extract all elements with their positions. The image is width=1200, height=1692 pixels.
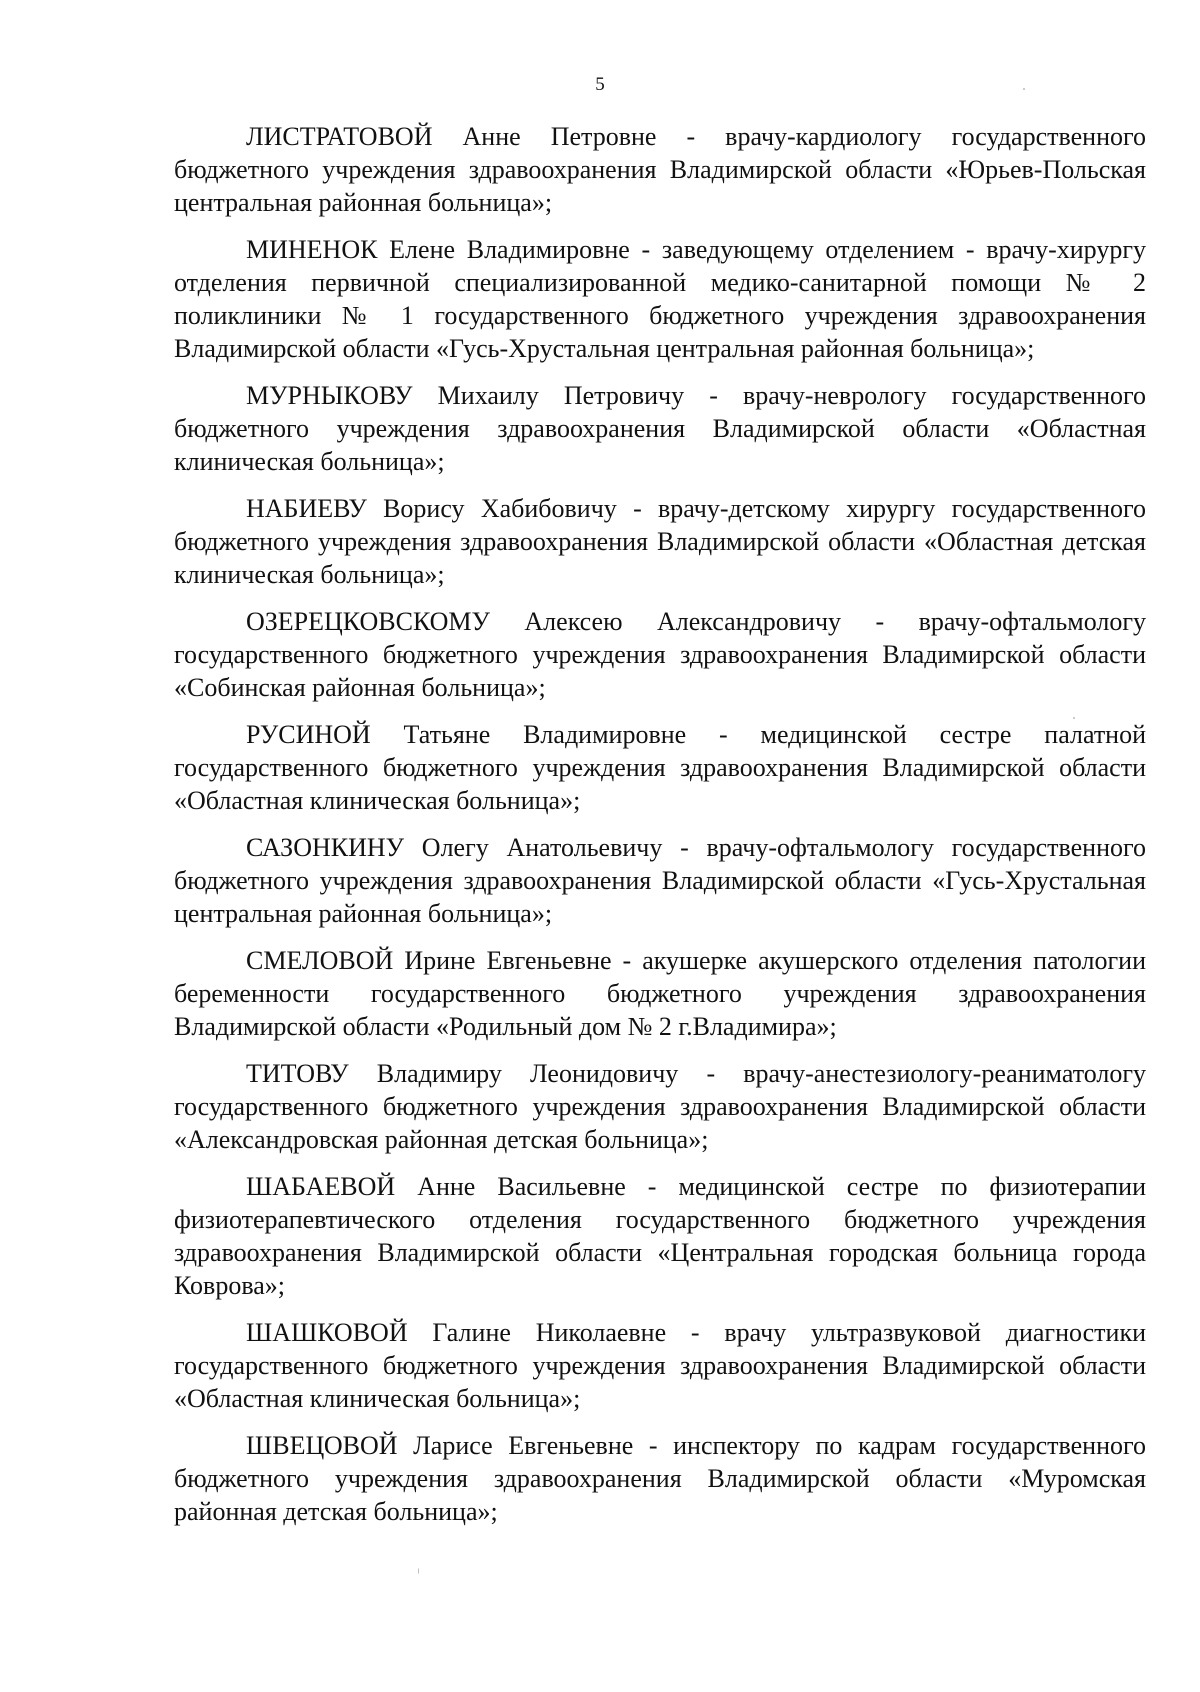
recipient-details: Ирине Евгеньевне - акушерке акушерского отделения патологии беременности государственного бюджетного учреждения здравоохранения Владимирской области «Родильный дом № 2 г.Владимира»; bbox=[174, 946, 1146, 1041]
recipient-surname: ШАБАЕВОЙ bbox=[246, 1172, 396, 1201]
list-item bbox=[174, 944, 1146, 1043]
recipient-surname: МУРНЫКОВУ bbox=[246, 381, 413, 410]
recipient-details: Анне Петровне - врачу-кардиологу государственного бюджетного учреждения здравоохранения Владимирской области «Юрьев-Польская центральная районная больница»; bbox=[174, 122, 1146, 217]
list-item bbox=[174, 718, 1146, 817]
recipient-details: Ларисе Евгеньевне - инспектору по кадрам государственного бюджетного учреждения здравоохранения Владимирской области «Муромская районная детская больница»; bbox=[174, 1431, 1147, 1526]
list-item bbox=[174, 1057, 1146, 1156]
recipient-surname: СМЕЛОВОЙ bbox=[246, 946, 394, 975]
list-item bbox=[174, 492, 1146, 591]
recipient-surname: САЗОНКИНУ bbox=[246, 833, 405, 862]
recipient-details: Татьяне Владимировне - медицинской сестре палатной государственного бюджетного учреждения здравоохранения Владимирской области «Областная клиническая больница»; bbox=[174, 720, 1147, 815]
list-item bbox=[174, 379, 1146, 478]
recipient-surname: МИНЕНОК bbox=[246, 235, 378, 264]
recipient-surname: РУСИНОЙ bbox=[246, 720, 371, 749]
recipient-details: Ворису Хабибовичу - врачу-детскому хирургу государственного бюджетного учреждения здравоохранения Владимирской области «Областная детская клиническая больница»; bbox=[174, 494, 1146, 589]
scan-speck bbox=[1073, 717, 1075, 719]
recipient-surname: ШАШКОВОЙ bbox=[246, 1318, 408, 1347]
page-number: 5 bbox=[595, 74, 605, 95]
recipient-details: Галине Николаевне - врачу ультразвуковой диагностики государственного бюджетного учреждения здравоохранения Владимирской области «Областная клиническая больница»; bbox=[174, 1318, 1146, 1413]
list-item bbox=[174, 1170, 1146, 1302]
scan-speck bbox=[1023, 88, 1025, 90]
recipient-details: Анне Васильевне - медицинской сестре по физиотерапии физиотерапевтического отделения государственного бюджетного учреждения здравоохранения Владимирской области «Центральная городская больница города Коврова»; bbox=[174, 1172, 1146, 1300]
recipient-details: Елене Владимировне - заведующему отделением - врачу-хирургу отделения первичной специализированной медико-санитарной помощи № 2 поликлиники № 1 государственного бюджетного учреждения здравоохранения Владимирской области «Гусь-Хрустальная центральная районная больница»; bbox=[174, 235, 1147, 363]
list-item bbox=[174, 120, 1146, 219]
recipient-details: Владимиру Леонидовичу - врачу-анестезиологу-реаниматологу государственного бюджетного учреждения здравоохранения Владимирской области «Александровская районная детская больница»; bbox=[174, 1059, 1147, 1154]
list-item bbox=[174, 1429, 1146, 1528]
recipient-surname: ОЗЕРЕЦКОВСКОМУ bbox=[246, 607, 490, 636]
scan-speck bbox=[418, 1568, 419, 1574]
list-item bbox=[174, 1316, 1146, 1415]
award-list bbox=[174, 120, 1146, 1542]
recipient-surname: ШВЕЦОВОЙ bbox=[246, 1431, 398, 1460]
list-item bbox=[174, 831, 1146, 930]
recipient-details: Алексею Александровичу - врачу-офтальмологу государственного бюджетного учреждения здравоохранения Владимирской области «Собинская районная больница»; bbox=[174, 607, 1146, 702]
recipient-surname: ТИТОВУ bbox=[246, 1059, 349, 1088]
list-item bbox=[174, 605, 1146, 704]
list-item bbox=[174, 233, 1146, 365]
recipient-surname: ЛИСТРАТОВОЙ bbox=[246, 122, 433, 151]
recipient-surname: НАБИЕВУ bbox=[246, 494, 367, 523]
recipient-details: Олегу Анатольевичу - врачу-офтальмологу государственного бюджетного учреждения здравоохранения Владимирской области «Гусь-Хрустальная центральная районная больница»; bbox=[174, 833, 1146, 928]
recipient-details: Михаилу Петровичу - врачу-неврологу государственного бюджетного учреждения здравоохранения Владимирской области «Областная клиническая больница»; bbox=[174, 381, 1146, 476]
